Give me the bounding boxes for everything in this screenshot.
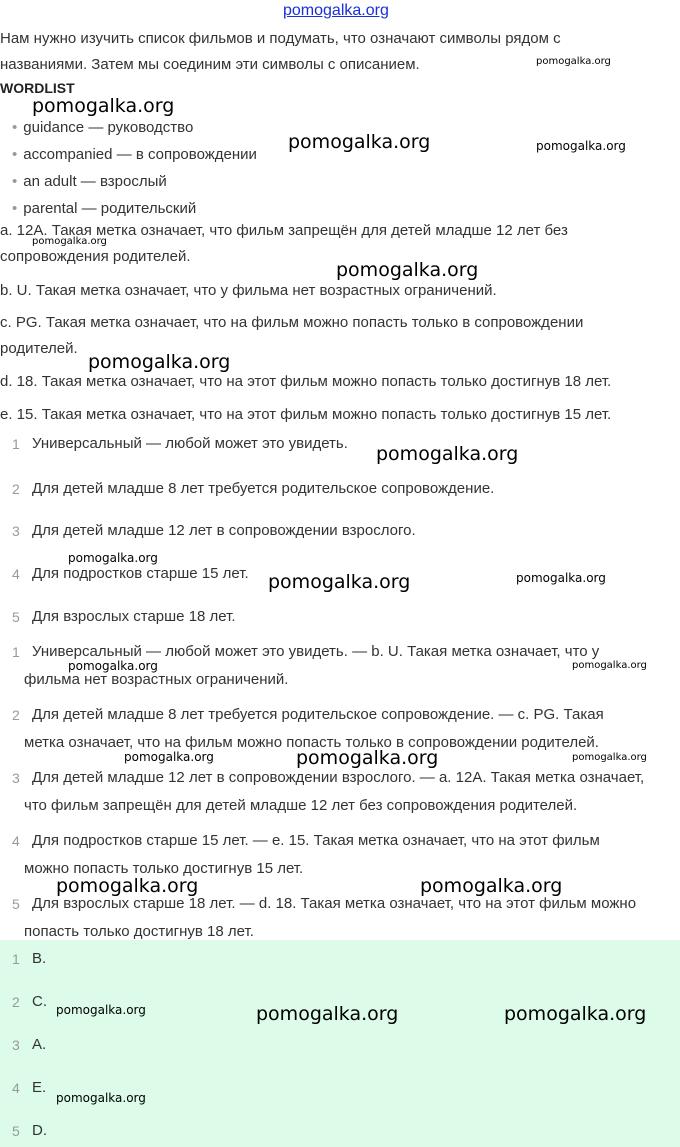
answer-number: 2 — [12, 994, 20, 1010]
match-line-1: Для детей младше 8 лет требуется родительское сопровождение. — c. PG. Такая — [32, 706, 604, 723]
label-a-line-2: сопровождения родителей. — [0, 248, 191, 265]
match-line-1: Для взрослых старше 18 лет. — d. 18. Такая метка означает, что на этот фильм можно — [32, 895, 637, 912]
watermark: pomogalka.org — [504, 1003, 647, 1025]
label-c-line-2: родителей. — [0, 340, 78, 357]
match-number: 1 — [12, 644, 20, 660]
match-number: 2 — [12, 707, 20, 723]
answer-letter: C. — [32, 993, 47, 1010]
watermark: pomogalka.org — [124, 750, 214, 764]
wordlist-item: • guidance — руководство — [12, 119, 194, 136]
answer-number: 5 — [12, 1123, 20, 1139]
match-line-2: что фильм запрещён для детей младше 12 лет без сопровождения родителей. — [24, 797, 578, 814]
description-text: Для детей младше 12 лет в сопровождении взрослого. — [32, 522, 416, 539]
description-number: 2 — [12, 481, 20, 497]
wordlist-item: • an adult — взрослый — [12, 173, 167, 190]
bullet-icon: • — [12, 119, 18, 136]
answer-letter: D. — [32, 1122, 47, 1139]
watermark: pomogalka.org — [56, 1003, 146, 1017]
watermark: pomogalka.org — [68, 551, 158, 565]
match-line-2: метка означает, что на фильм можно попасть только в сопровождении родителей. — [24, 734, 599, 751]
description-text: Для подростков старше 15 лет. — [32, 565, 249, 582]
match-line-1: Для подростков старше 15 лет. — e. 15. Такая метка означает, что на этот фильм — [32, 832, 600, 849]
watermark: pomogalka.org — [536, 56, 611, 67]
match-line-1: Универсальный — любой может это увидеть. — b. U. Такая метка означает, что у — [32, 643, 600, 660]
label-c-line-1: c. PG. Такая метка означает, что на фильм можно попасть только в сопровождении — [0, 314, 584, 331]
description-number: 5 — [12, 609, 20, 625]
match-number: 5 — [12, 896, 20, 912]
description-number: 1 — [12, 436, 20, 452]
watermark: pomogalka.org — [516, 571, 606, 585]
watermark: pomogalka.org — [336, 259, 479, 281]
intro-line-2: названиями. Затем мы соединим эти символы с описанием. — [0, 56, 420, 73]
bullet-icon: • — [12, 146, 18, 163]
watermark: pomogalka.org — [56, 875, 199, 897]
answer-number: 1 — [12, 951, 20, 967]
watermark: pomogalka.org — [420, 875, 563, 897]
watermark: pomogalka.org — [256, 1003, 399, 1025]
watermark: pomogalka.org — [56, 1091, 146, 1105]
answer-letter: B. — [32, 950, 47, 967]
watermark: pomogalka.org — [572, 660, 647, 671]
site-header-link[interactable]: pomogalka.org — [283, 2, 389, 19]
match-line-1: Для детей младше 12 лет в сопровождении взрослого. — a. 12A. Такая метка означает, — [32, 769, 645, 786]
watermark: pomogalka.org — [32, 236, 107, 247]
label-e: e. 15. Такая метка означает, что на этот фильм можно попасть только достигнув 15 лет. — [0, 406, 612, 423]
watermark: pomogalka.org — [296, 747, 439, 769]
answer-letter: A. — [32, 1036, 47, 1053]
match-number: 3 — [12, 770, 20, 786]
match-line-2: фильма нет возрастных ограничений. — [24, 671, 289, 688]
match-line-2: попасть только достигнув 18 лет. — [24, 923, 254, 940]
watermark: pomogalka.org — [572, 752, 647, 763]
description-text: Для взрослых старше 18 лет. — [32, 608, 236, 625]
watermark: pomogalka.org — [268, 571, 411, 593]
intro-line-1: Нам нужно изучить список фильмов и подумать, что означают символы рядом с — [0, 30, 561, 47]
wordlist-title: WORDLIST — [0, 80, 75, 96]
description-text: Универсальный — любой может это увидеть. — [32, 435, 348, 452]
watermark: pomogalka.org — [68, 659, 158, 673]
match-line-2: можно попасть только достигнув 15 лет. — [24, 860, 304, 877]
description-number: 4 — [12, 566, 20, 582]
watermark: pomogalka.org — [536, 139, 626, 153]
wordlist-item: • accompanied — в сопровождении — [12, 146, 257, 163]
bullet-icon: • — [12, 173, 18, 190]
answer-number: 4 — [12, 1080, 20, 1096]
description-number: 3 — [12, 523, 20, 539]
answer-number: 3 — [12, 1037, 20, 1053]
bullet-icon: • — [12, 200, 18, 217]
watermark: pomogalka.org — [32, 95, 175, 117]
label-b: b. U. Такая метка означает, что у фильма нет возрастных ограничений. — [0, 282, 497, 299]
watermark: pomogalka.org — [288, 131, 431, 153]
watermark: pomogalka.org — [88, 351, 231, 373]
watermark: pomogalka.org — [376, 443, 519, 465]
wordlist-item: • parental — родительский — [12, 200, 197, 217]
label-d: d. 18. Такая метка означает, что на этот фильм можно попасть только достигнув 18 лет. — [0, 373, 612, 390]
match-number: 4 — [12, 833, 20, 849]
answer-panel — [0, 940, 680, 1147]
description-text: Для детей младше 8 лет требуется родительское сопровождение. — [32, 480, 495, 497]
answer-letter: E. — [32, 1079, 47, 1096]
label-a-line-1: a. 12A. Такая метка означает, что фильм запрещён для детей младше 12 лет без — [0, 222, 568, 239]
